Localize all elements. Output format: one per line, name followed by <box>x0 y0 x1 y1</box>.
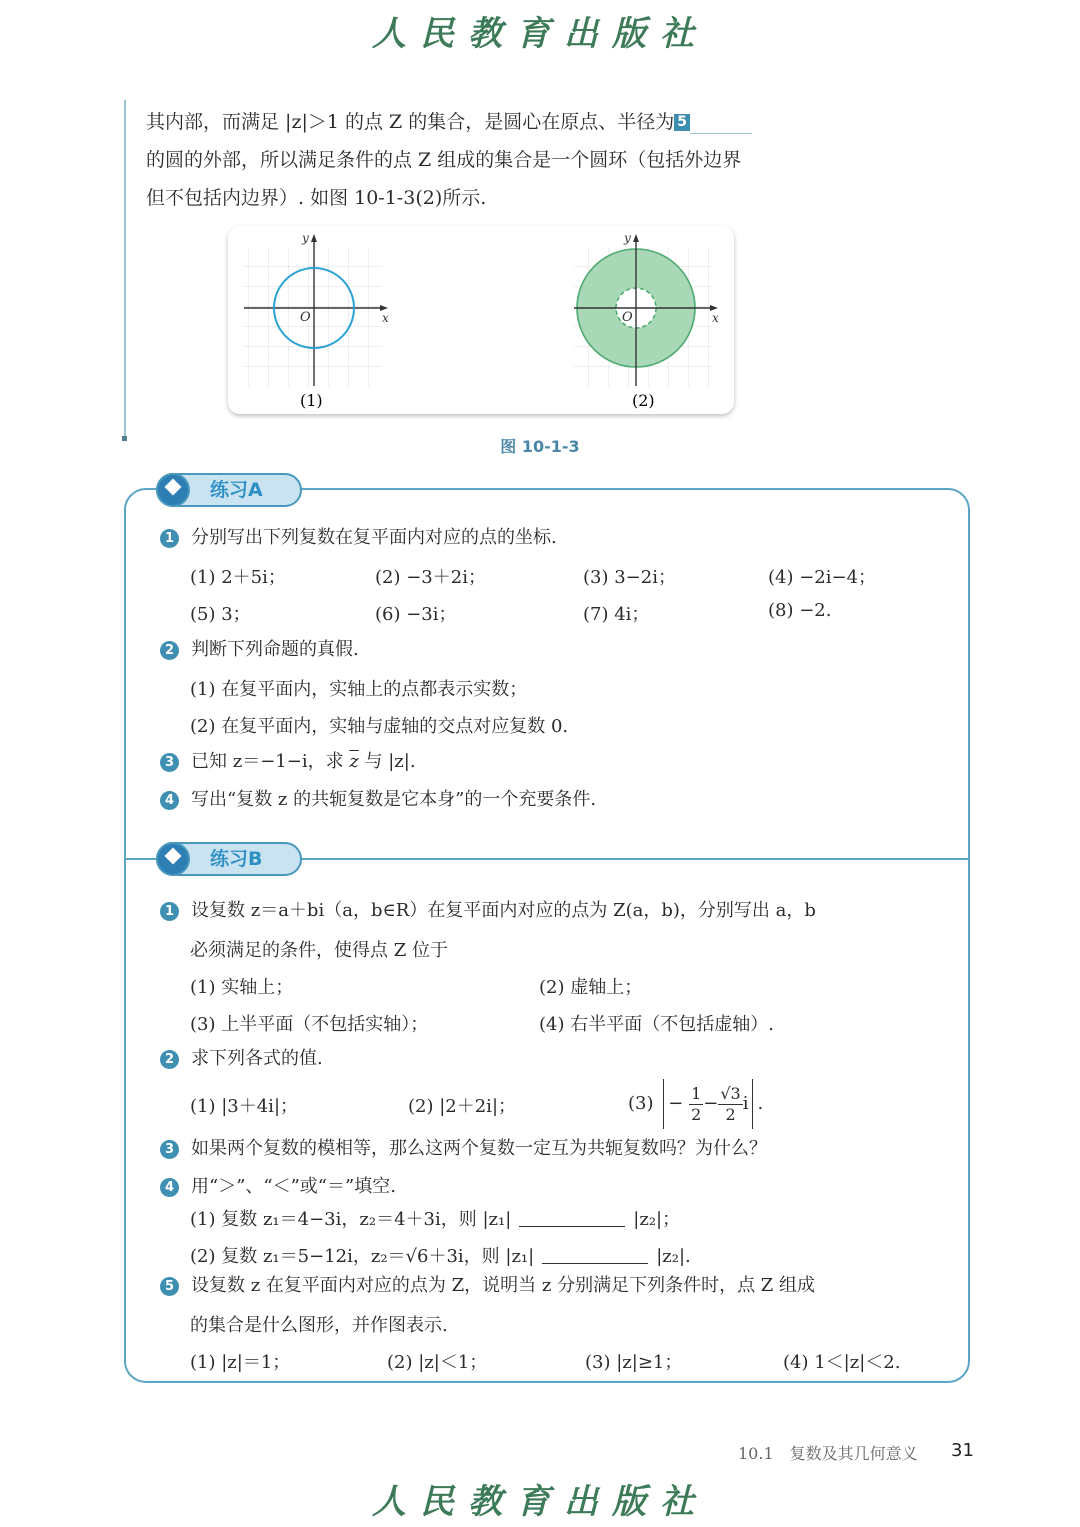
ex-b-q1-item: (3) 上半平面（不包括实轴）； <box>190 1014 429 1035</box>
panel-1-y-arrow <box>311 234 317 242</box>
ex-a-q1-item: (3) 3−2i； <box>583 567 676 588</box>
page-number: 31 <box>951 1440 974 1461</box>
ex-a-q1-item: (7) 4i； <box>583 604 650 625</box>
note-line <box>690 133 752 134</box>
intro-paragraph <box>146 103 856 217</box>
ex-a-q1-item: (6) −3i； <box>375 604 457 625</box>
answer-blank[interactable] <box>519 1208 625 1227</box>
note-badge[interactable]: 5 <box>674 114 690 131</box>
ex-b-q4-item2-a: (2) 复数 z₁＝5−12i，z₂＝√6＋3i，则 |z₁| <box>190 1246 535 1267</box>
ex-b-q5-line2: 的集合是什么图形，并作图表示. <box>190 1315 448 1336</box>
panel-2-plot <box>574 231 719 410</box>
ex-b-q1 <box>160 899 816 923</box>
ex-a-q1-item: (4) −2i−4； <box>768 567 877 588</box>
intro-line-1 <box>146 103 856 141</box>
ex-a-q3-text-a: 已知 z＝−1−i，求 <box>191 751 350 772</box>
pencil-book-icon <box>156 842 190 876</box>
panel-1-y-label: y <box>302 231 309 245</box>
ex-b-q5-line1: 设复数 z 在复平面内对应的点为 Z，说明当 z 分别满足下列条件时，点 Z 组成 <box>191 1275 816 1296</box>
pencil-book-icon <box>156 473 190 507</box>
figure-box <box>228 226 734 414</box>
ex-b-q4-item-1 <box>190 1205 680 1231</box>
exercise-b-tab <box>156 842 302 876</box>
panel-2-x-label: x <box>712 311 719 325</box>
fraction-sqrt3-half <box>718 1084 742 1125</box>
ex-b-q5-item: (3) |z|≥1； <box>585 1352 683 1373</box>
ex-b-q2 <box>160 1047 323 1071</box>
ex-b-q5-item: (1) |z|＝1； <box>190 1352 291 1373</box>
figure-svg <box>228 226 734 414</box>
ex-b-q4-number: 4 <box>160 1178 179 1197</box>
panel-1-x-label: x <box>382 311 389 325</box>
ex-b-q2-item: (2) |2＋2i|； <box>408 1096 517 1117</box>
ex-a-q2-text: 判断下列命题的真假. <box>191 639 359 660</box>
ex-a-q2-item: (1) 在复平面内，实轴上的点都表示实数； <box>190 679 528 700</box>
abs-bar-left <box>663 1079 664 1129</box>
panel-1-plot <box>244 231 389 410</box>
ex-b-q4-item2-b: |z₂|. <box>656 1246 691 1267</box>
ex-b-q1-item: (2) 虚轴上； <box>539 977 643 998</box>
intro-line-3: 但不包括内边界）. 如图 10-1-3(2)所示. <box>146 187 487 209</box>
ex-a-q2-item: (2) 在复平面内，实轴与虚轴的交点对应复数 0. <box>190 716 569 737</box>
ex-b-q5 <box>160 1274 815 1298</box>
ex-a-q3-text-b: 与 |z|. <box>358 751 416 772</box>
panel-2-origin: O <box>622 310 633 325</box>
abs-bar-right <box>752 1079 753 1129</box>
ex-b-q3-number: 3 <box>160 1140 179 1159</box>
ex-a-q4-number: 4 <box>160 791 179 810</box>
ex-b-q2-item-3 <box>628 1077 763 1131</box>
ex-b-q4 <box>160 1175 396 1199</box>
answer-blank[interactable] <box>542 1245 648 1264</box>
ex-b-q4-item1-b: |z₂|； <box>633 1209 681 1230</box>
ex-b-q4-text: 用“＞”、“＜”或“＝”填空. <box>191 1176 396 1197</box>
exercise-a-title: 练习A <box>210 479 263 501</box>
ex-b-q3 <box>160 1137 767 1161</box>
ex-a-q1-number: 1 <box>160 529 179 548</box>
ex-b-q5-item: (4) 1＜|z|＜2. <box>783 1352 901 1373</box>
ex-b-q1-item: (4) 右半平面（不包括虚轴）. <box>539 1014 774 1035</box>
ex-b-q2-text: 求下列各式的值. <box>191 1048 323 1069</box>
ex-b-q5-number: 5 <box>160 1277 179 1296</box>
exercise-b-title: 练习B <box>210 848 263 870</box>
ex-a-q1-item: (5) 3； <box>190 604 251 625</box>
ex-b-q2-item3-label: (3) <box>628 1093 654 1114</box>
ex-a-q1-item: (8) −2. <box>768 600 832 621</box>
ex-a-q3-number: 3 <box>160 753 179 772</box>
ex-a-q1-item: (2) −3＋2i； <box>375 567 486 588</box>
ex-b-q1-line2: 必须满足的条件，使得点 Z 位于 <box>190 940 448 961</box>
fraction-numerator: √3 <box>720 1083 741 1103</box>
ex-b-q1-number: 1 <box>160 902 179 921</box>
minus-sign: − <box>668 1093 684 1114</box>
panel-2-label: (2) <box>632 391 655 410</box>
ex-a-q3-zbar: $\overline{z}$ <box>349 751 359 772</box>
panel-2-y-label: y <box>624 231 631 245</box>
ex-a-q4 <box>160 788 596 812</box>
intro-line-1-text: 其内部，而满足 |z|＞1 的点 Z 的集合，是圆心在原点、半径为 <box>146 111 675 133</box>
ex-a-q2 <box>160 638 359 662</box>
ex-a-q1-item: (1) 2＋5i； <box>190 567 286 588</box>
ex-b-q2-item: (1) |3＋4i|； <box>190 1096 299 1117</box>
fraction-denominator: 2 <box>725 1104 736 1124</box>
panel-1-origin: O <box>300 310 311 325</box>
minus-sign: − <box>703 1093 719 1114</box>
ex-a-q3 <box>160 750 416 774</box>
figure-caption: 图 10-1-3 <box>500 437 580 456</box>
footer-section: 10.1 复数及其几何意义 <box>738 1444 918 1463</box>
period: . <box>757 1093 764 1114</box>
ex-b-q4-item1-a: (1) 复数 z₁＝4−3i，z₂＝4＋3i，则 |z₁| <box>190 1209 512 1230</box>
panel-2-y-arrow <box>633 234 639 242</box>
ex-b-q5-item: (2) |z|＜1； <box>387 1352 488 1373</box>
imaginary-unit: i <box>742 1093 749 1114</box>
margin-rule <box>124 100 126 440</box>
ex-a-q2-number: 2 <box>160 641 179 660</box>
ex-b-q1-line1: 设复数 z＝a＋bi（a，b∈R）在复平面内对应的点为 Z(a，b)，分别写出 a，b <box>191 900 816 921</box>
exercise-a-tab <box>156 473 302 507</box>
ex-a-q4-text: 写出“复数 z 的共轭复数是它本身”的一个充要条件. <box>191 789 597 810</box>
ex-b-q1-item: (1) 实轴上； <box>190 977 294 998</box>
publisher-logo-top: 人民教育出版社 <box>372 14 708 54</box>
ex-b-q3-text: 如果两个复数的模相等，那么这两个复数一定互为共轭复数吗？为什么？ <box>191 1138 767 1159</box>
ex-a-q1-text: 分别写出下列复数在复平面内对应的点的坐标. <box>191 527 557 548</box>
fraction-one-half <box>689 1084 703 1125</box>
ex-a-q1 <box>160 526 557 550</box>
fraction-denominator: 2 <box>691 1104 702 1124</box>
ex-b-q4-item-2 <box>190 1242 691 1268</box>
intro-line-2: 的圆的外部，所以满足条件的点 Z 组成的集合是一个圆环（包括外边界 <box>146 149 742 171</box>
publisher-logo-bottom: 人民教育出版社 <box>372 1482 708 1522</box>
fraction-numerator: 1 <box>691 1083 702 1103</box>
panel-1-label: (1) <box>300 391 323 410</box>
ex-b-q2-number: 2 <box>160 1050 179 1069</box>
